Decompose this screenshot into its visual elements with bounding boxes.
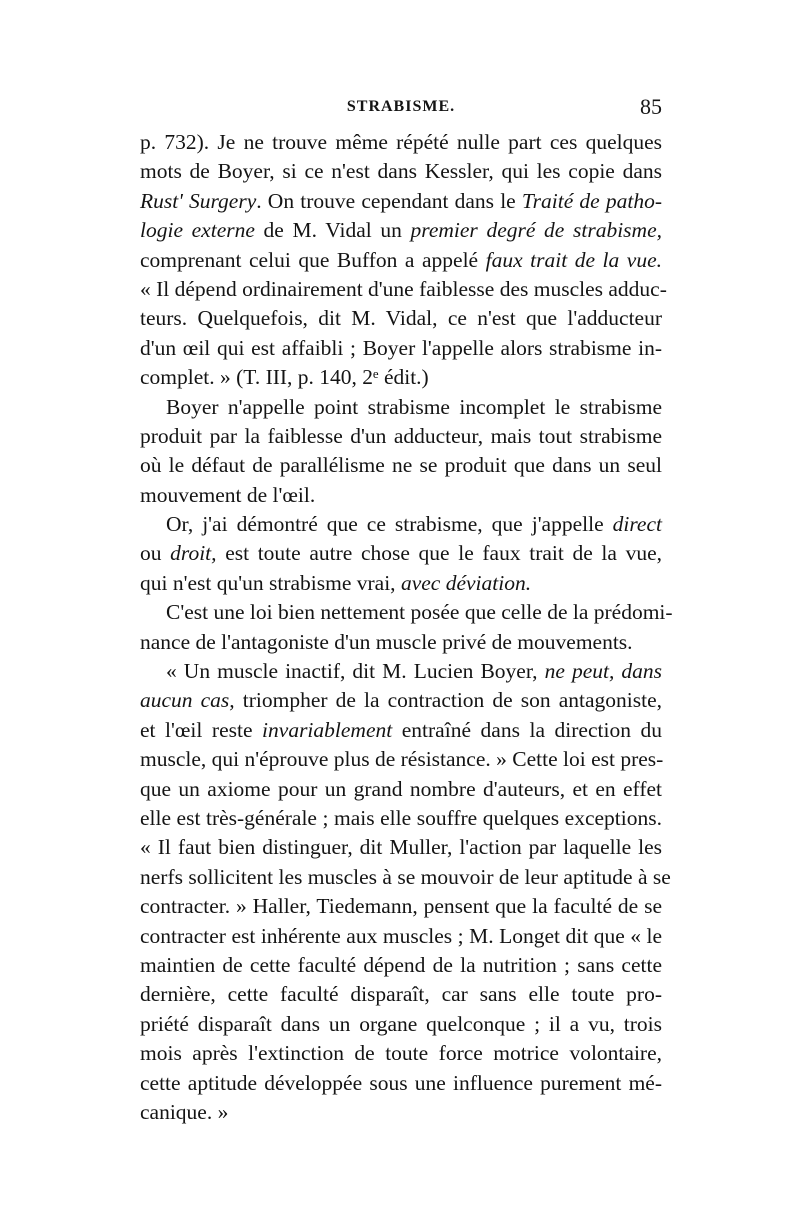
text-run: nerfs sollicitent les muscles à se mouvoir de leur aptitude à se <box>140 864 671 889</box>
text-run: contracter. » Haller, Tiedemann, pensent que la faculté de se <box>140 894 662 919</box>
text-line <box>140 775 662 804</box>
text-line <box>140 128 662 157</box>
page-number: 85 <box>640 94 662 119</box>
text-run: « Un muscle inactif, dit M. Lucien Boyer, <box>166 659 545 684</box>
italic-text: direct <box>612 512 662 537</box>
text-run: est toute autre chose que le faux trait de la vue, <box>216 541 662 566</box>
text-run: priété disparaît dans un organe quelconque ; il a vu, trois <box>140 1011 662 1036</box>
text-line <box>140 980 662 1009</box>
text-run: produit par la faiblesse d'un adducteur, mais tout strabisme <box>140 423 662 448</box>
text-line <box>140 686 662 715</box>
text-line <box>140 187 662 216</box>
text-run: Or, j'ai démontré que ce strabisme, que j'appelle <box>166 512 613 537</box>
italic-text: droit, <box>170 541 217 566</box>
running-title: STRABISME. <box>346 98 456 115</box>
text-run: canique. » <box>140 1099 229 1124</box>
text-line <box>140 863 671 892</box>
text-run: . On trouve cependant dans le <box>256 188 522 213</box>
text-line <box>140 657 662 686</box>
text-line <box>140 422 662 451</box>
text-run: elle est très-générale ; mais elle souffre quelques exceptions. <box>140 805 662 830</box>
text-run: Boyer n'appelle point strabisme incomplet le strabisme <box>166 394 662 419</box>
text-run: mots de Boyer, si ce n'est dans Kessler, qui les copie dans <box>140 159 662 184</box>
text-run: de M. Vidal un <box>254 218 411 243</box>
text-line <box>140 451 662 480</box>
text-line <box>140 716 662 745</box>
text-run: comprenant celui que Buffon a appelé <box>140 247 486 272</box>
text-run: C'est une loi bien nettement posée que celle de la prédomi- <box>166 600 673 625</box>
text-run: « Il faut bien distinguer, dit Muller, l'action par laquelle les <box>140 835 662 860</box>
text-run: muscle, qui n'éprouve plus de résistance. » Cette loi est pres- <box>140 747 664 772</box>
text-line <box>140 804 662 833</box>
text-line <box>140 892 662 921</box>
italic-text: Rust' Surgery <box>140 188 257 213</box>
text-line <box>140 922 662 951</box>
text-run: d'un œil qui est affaibli ; Boyer l'appelle alors strabisme in- <box>140 335 662 360</box>
italic-text: Traité de patho- <box>521 188 662 213</box>
text-run: et l'œil reste <box>140 717 263 742</box>
text-run: nance de l'antagoniste d'un muscle privé de mouvements. <box>140 629 633 654</box>
text-run: p. 732). Je ne trouve même répété nulle part ces quelques <box>140 130 662 154</box>
body-text <box>140 128 673 1127</box>
text-line <box>140 598 673 627</box>
text-line <box>140 833 662 862</box>
text-run: où le défaut de parallélisme ne se produit que dans un seul <box>140 453 662 478</box>
italic-text: ne peut, dans <box>544 659 663 684</box>
italic-text: invariablement <box>262 717 393 742</box>
text-run: ou <box>140 541 171 566</box>
text-line <box>140 216 662 245</box>
text-line <box>140 745 662 774</box>
text-run: qui n'est qu'un strabisme vrai, <box>140 570 401 595</box>
text-line <box>140 539 662 568</box>
italic-text: faux trait de la vue. <box>485 247 662 272</box>
italic-text: aucun cas, <box>140 688 235 713</box>
text-line <box>140 1069 662 1098</box>
text-line <box>140 363 662 392</box>
text-line <box>140 304 662 333</box>
italic-text: logie externe <box>140 218 255 243</box>
text-line <box>140 334 662 363</box>
text-line <box>140 481 662 510</box>
text-line <box>140 393 662 422</box>
text-line <box>140 1039 662 1068</box>
text-run: maintien de cette faculté dépend de la nutrition ; sans cette <box>140 952 662 977</box>
text-line <box>140 1098 662 1127</box>
text-line <box>140 246 662 275</box>
italic-text: avec déviation. <box>400 570 532 595</box>
text-run: mois après l'extinction de toute force motrice volontaire, <box>140 1041 662 1066</box>
text-line <box>140 951 662 980</box>
text-line <box>140 1010 662 1039</box>
text-line <box>140 569 662 598</box>
text-run: complet. » (T. III, p. 140, 2ᵉ édit.) <box>140 365 429 390</box>
text-run: teurs. Quelquefois, dit M. Vidal, ce n'est que l'adducteur <box>140 306 662 331</box>
text-run: « Il dépend ordinairement d'une faiblesse des muscles adduc- <box>140 276 667 301</box>
text-line <box>140 275 667 304</box>
text-line <box>140 157 662 186</box>
text-run: que un axiome pour un grand nombre d'auteurs, et en effet <box>140 776 662 801</box>
italic-text: premier degré de strabisme, <box>410 218 662 243</box>
text-run: entraîné dans la direction du <box>392 717 662 742</box>
page-header <box>140 94 662 124</box>
text-run: cette aptitude développée sous une influence purement mé- <box>140 1070 662 1095</box>
text-run: dernière, cette faculté disparaît, car sans elle toute pro- <box>140 982 662 1007</box>
text-line <box>140 510 662 539</box>
text-run: triompher de la contraction de son antagoniste, <box>234 688 663 713</box>
text-run: contracter est inhérente aux muscles ; M. Longet dit que « le <box>140 923 662 948</box>
text-line <box>140 628 662 657</box>
text-run: mouvement de l'œil. <box>140 482 316 507</box>
